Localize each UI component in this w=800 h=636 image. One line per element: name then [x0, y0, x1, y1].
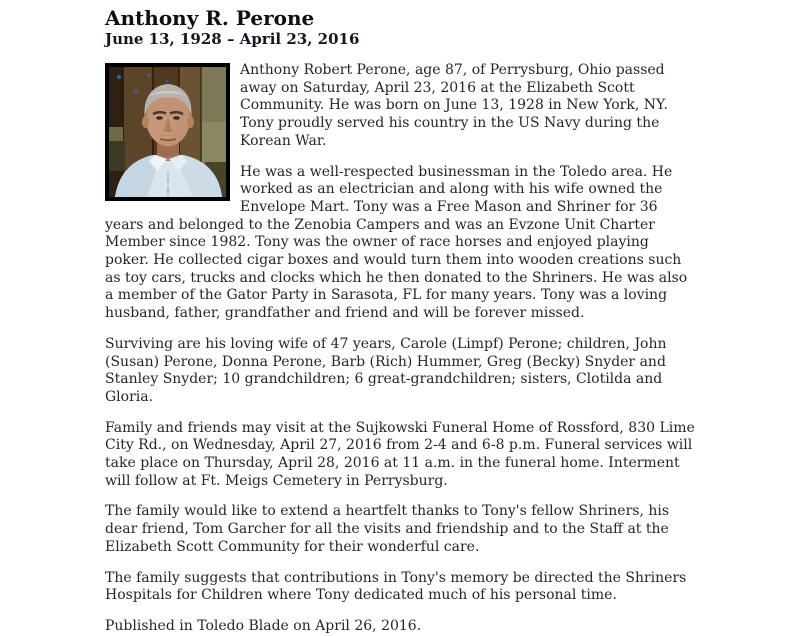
obituary-paragraph-4: Family and friends may visit at the Sujkowski Funeral Home of Rossford, 830 Lime City Rd., on Wednesday, April 27, 2016 from 2-4 and 6-8 p.m. Funeral services will take place on Thursday, April 28, 2016 at 11 a.m. in the funeral home. Interment will follow at Ft. Meigs Cemetery in Perrysburg.: [105, 419, 695, 489]
obituary-body: [105, 62, 697, 636]
obituary-paragraph-5: The family would like to extend a heartfelt thanks to Tony's fellow Shriners, his dear friend, Tom Garcher for all the visits and friendship and to the Staff at the Elizabeth Scott Community for their wonderful care.: [105, 503, 670, 555]
portrait-photo-illustration: [109, 67, 226, 197]
obituary-paragraph-1: Anthony Robert Perone, age 87, of Perrysburg, Ohio passed away on Saturday, April 23, 2016 at the Elizabeth Scott Community. He was born on June 13, 1928 in New York, NY. Tony proudly served his country in the US Navy during the Korean War.: [240, 62, 668, 149]
obituary-document: [105, 6, 697, 636]
obituary-dates-subheading: June 13, 1928 – April 23, 2016: [105, 30, 360, 48]
obituary-paragraph-3: Surviving are his loving wife of 47 years, Carole (Limpf) Perone; children, John (Susan) Perone, Donna Perone, Barb (Rich) Hummer, Greg (Becky) Snyder and Stanley Snyder; 10 grandchildren; 6 great-grandchildren; sisters, Clotilda and Gloria.: [105, 335, 667, 405]
obituary-name-heading: Anthony R. Perone: [105, 6, 315, 30]
portrait-photo: [105, 63, 230, 201]
published-line: Published in Toledo Blade on April 26, 2016.: [105, 617, 422, 634]
obituary-paragraph-6: The family suggests that contributions in Tony's memory be directed the Shriners Hospitals for Children where Tony dedicated much of his personal time.: [105, 569, 687, 604]
obituary-paragraph-2: He was a well-respected businessman in the Toledo area. He worked as an electrician and along with his wife owned the Envelope Mart. Tony was a Free Mason and Shriner for 36 years and belonged to the Zenobia Campers and was an Evzone Unit Charter Member since 1982. Tony was the owner of race horses and enjoyed playing poker. He collected cigar boxes and would turn them into wooden creations such as toy cars, trucks and clocks which he then donated to the Shriners. He was also a member of the Gator Party in Sarasota, FL for many years. Tony was a loving husband, father, grandfather and friend and will be forever missed.: [105, 163, 688, 322]
